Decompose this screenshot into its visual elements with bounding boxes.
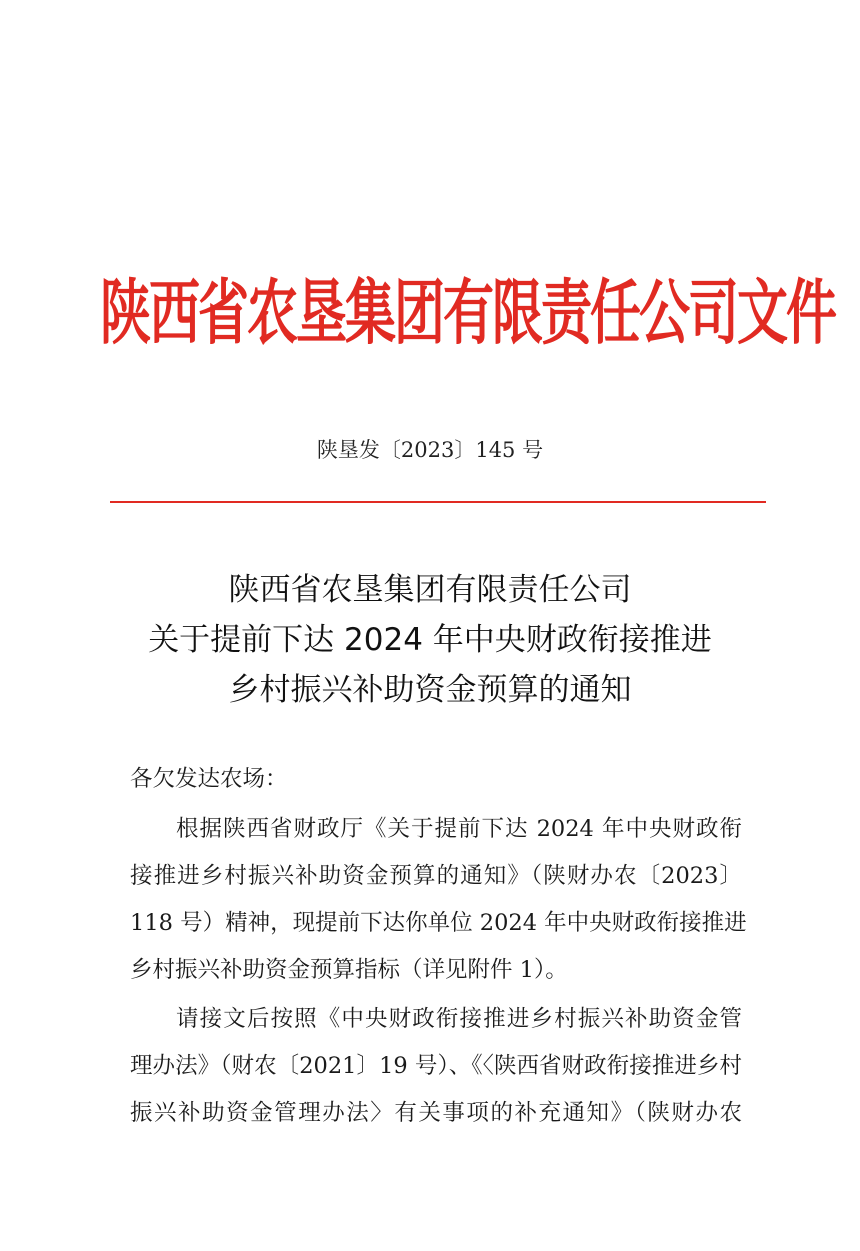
paragraph-1-line-3: 118 号）精神，现提前下达你单位 2024 年中央财政衔接推进 — [130, 910, 747, 936]
document-title — [0, 565, 860, 715]
document-number: 陕垦发〔2023〕145 号 — [316, 438, 544, 462]
paragraph-2-line-3: 振兴补助资金管理办法〉有关事项的补充通知》（陕财办农 — [130, 1100, 742, 1126]
paragraph-2-line-1: 请接文后按照《中央财政衔接推进乡村振兴补助资金管 — [176, 1006, 742, 1032]
title-line-2: 关于提前下达 2024 年中央财政衔接推进 — [148, 622, 712, 658]
paragraph-1-line-4: 乡村振兴补助资金预算指标（详见附件 1）。 — [130, 957, 568, 983]
letterhead-title: 陕西省农垦集团有限责任公司文件 — [100, 272, 836, 355]
paragraph-2-line-2: 理办法》（财农〔2021〕19 号）、《〈陕西省财政衔接推进乡村 — [130, 1053, 742, 1079]
red-divider-line — [110, 501, 766, 503]
salutation: 各欠发达农场： — [130, 766, 288, 792]
paragraph-1-line-1: 根据陕西省财政厅《关于提前下达 2024 年中央财政衔 — [176, 816, 742, 842]
title-line-1: 陕西省农垦集团有限责任公司 — [228, 572, 632, 608]
paragraph-1-line-2: 接推进乡村振兴补助资金预算的通知》（陕财办农〔2023〕 — [130, 863, 742, 889]
title-line-3: 乡村振兴补助资金预算的通知 — [228, 672, 632, 708]
